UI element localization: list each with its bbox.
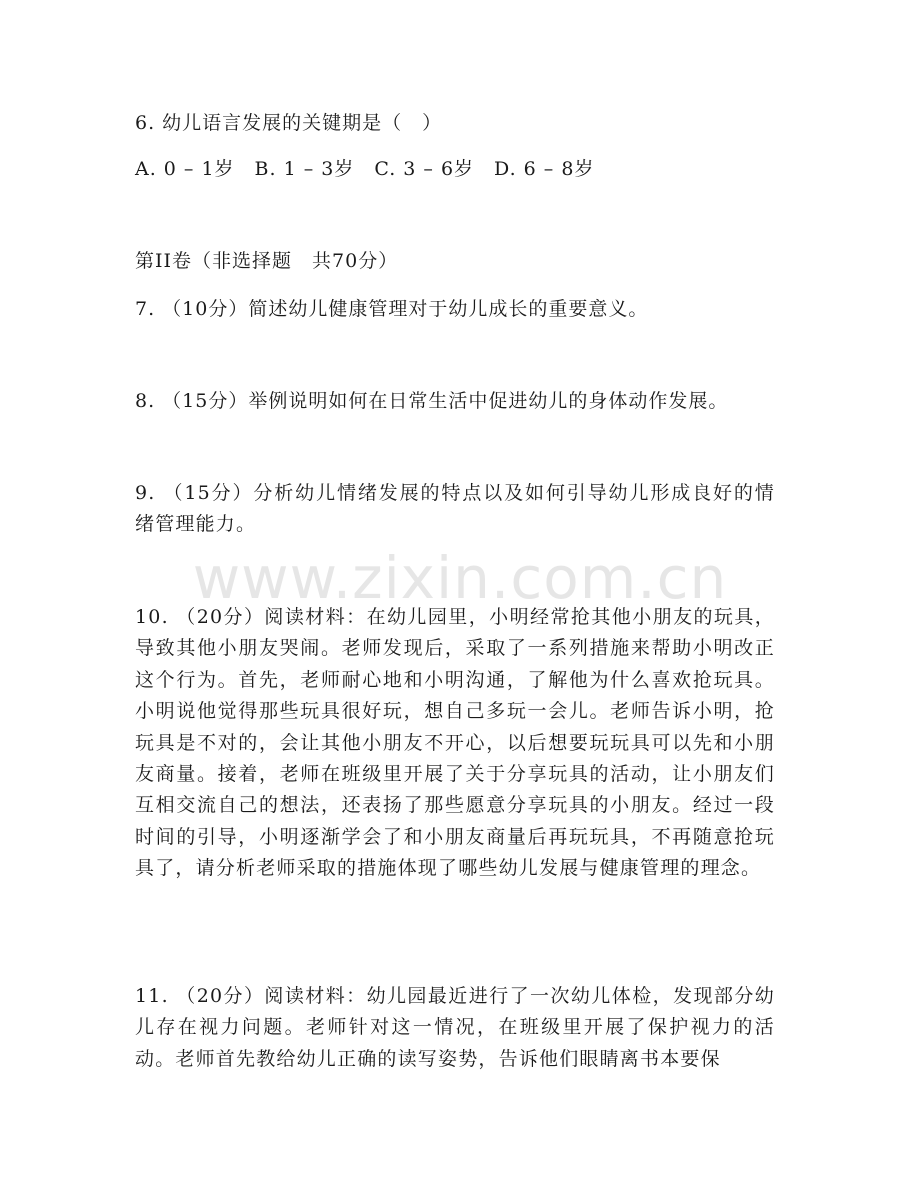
question-11: 11. （20分）阅读材料：幼儿园最近进行了一次幼儿体检，发现部分幼儿存在视力问题。老师针对这一情况，在班级里开展了保护视力的活动。老师首先教给幼儿正确的读写姿势，告诉他们眼睛离书本要保 (135, 985, 775, 1070)
question-6-stem: 6. 幼儿语言发展的关键期是（ ） (135, 112, 443, 134)
watermark: www.zixin.com.cn (192, 544, 728, 612)
question-8: 8. （15分）举例说明如何在日常生活中促进幼儿的身体动作发展。 (135, 390, 729, 412)
question-9: 9. （15分）分析幼儿情绪发展的特点以及如何引导幼儿形成良好的情绪管理能力。 (135, 482, 775, 536)
question-6-options: A. 0 – 1岁 B. 1 – 3岁 C. 3 – 6岁 D. 6 – 8岁 (135, 158, 595, 180)
question-7: 7. （10分）简述幼儿健康管理对于幼儿成长的重要意义。 (135, 298, 649, 320)
question-10: 10. （20分）阅读材料：在幼儿园里，小明经常抢其他小朋友的玩具，导致其他小朋友哭闹。老师发现后，采取了一系列措施来帮助小明改正这个行为。首先，老师耐心地和小明沟通，了解他为什么喜欢抢玩具。小明说他觉得那些玩具很好玩，想自己多玩一会儿。老师告诉小明，抢玩具是不对的，会让其他小朋友不开心，以后想要玩玩具可以先和小朋友商量。接着，老师在班级里开展了关于分享玩具的活动，让小朋友们互相交流自己的想法，还表扬了那些愿意分享玩具的小朋友。经过一段时间的引导，小明逐渐学会了和小朋友商量后再玩玩具，不再随意抢玩具了，请分析老师采取的措施体现了哪些幼儿发展与健康管理的理念。 (135, 606, 775, 880)
section-2-title: 第II卷（非选择题 共70分） (135, 250, 399, 272)
